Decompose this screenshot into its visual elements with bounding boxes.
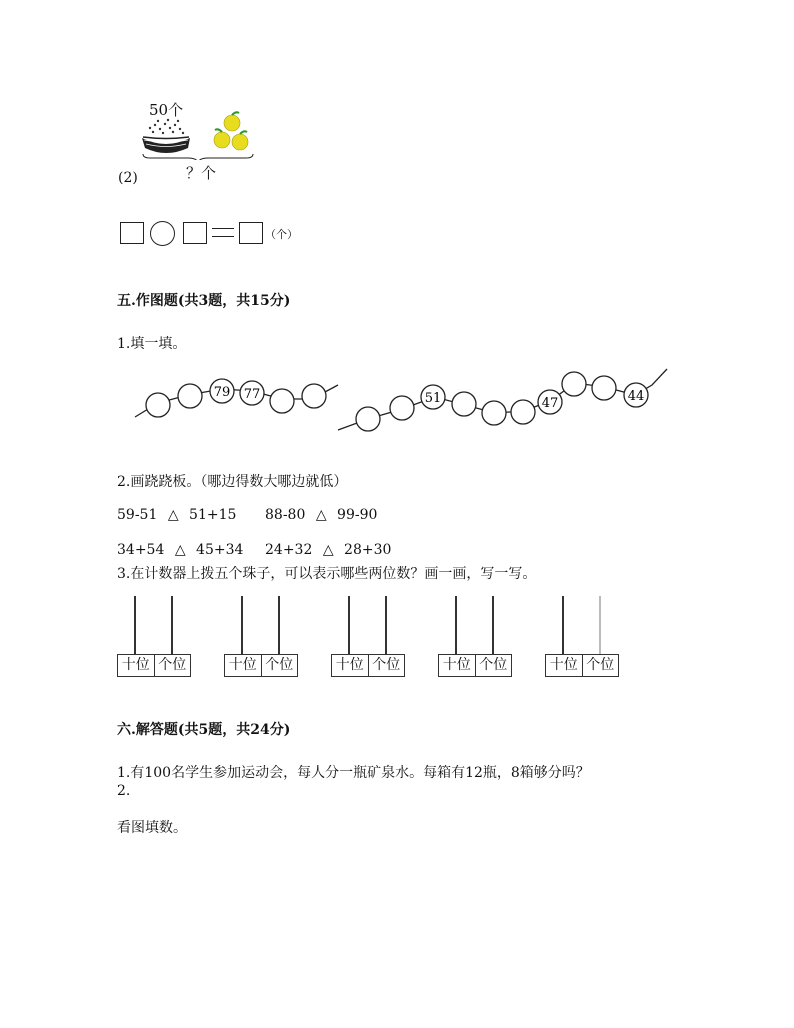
bead-circle xyxy=(178,384,202,408)
ones-rod[interactable] xyxy=(278,596,280,654)
section5-q2: 2.画跷跷板。（哪边得数大哪边就低） xyxy=(117,474,348,490)
bead-circle xyxy=(562,372,586,396)
compare-left: 88-80 xyxy=(265,507,306,523)
abacus-counter-1[interactable] xyxy=(117,596,191,680)
bead-circle xyxy=(146,393,170,417)
tens-rod[interactable] xyxy=(241,596,243,654)
section6-q2-number: 2. xyxy=(117,783,131,799)
bead-number: 79 xyxy=(213,385,231,400)
ones-rod[interactable] xyxy=(171,596,173,654)
pear-icon xyxy=(214,129,230,148)
abacus-base xyxy=(545,654,619,677)
triangle-icon[interactable]: △ xyxy=(322,542,334,558)
abacus-base xyxy=(438,654,512,677)
compare-left: 34+54 xyxy=(117,542,165,558)
total-question-label: ？个 xyxy=(186,164,217,182)
ones-rod[interactable] xyxy=(385,596,387,654)
basket-pears-illustration xyxy=(138,110,258,160)
tens-label: 十位 xyxy=(121,657,150,673)
compare-right: 51+15 xyxy=(189,507,237,523)
pear-icon xyxy=(232,131,248,150)
triangle-icon[interactable]: △ xyxy=(174,542,186,558)
bead-circle xyxy=(270,389,294,413)
operator-circle[interactable] xyxy=(150,221,175,246)
compare-right: 28+30 xyxy=(344,542,392,558)
tens-rod[interactable] xyxy=(348,596,350,654)
bead-string-figure xyxy=(130,365,675,437)
answer-box-2[interactable] xyxy=(183,222,207,244)
equals-sign xyxy=(212,228,234,237)
equation-unit: （个） xyxy=(265,228,298,241)
ones-rod[interactable] xyxy=(599,596,601,654)
compare-left: 59-51 xyxy=(117,507,158,523)
compare-right: 45+34 xyxy=(196,542,244,558)
abacus-counter-3[interactable] xyxy=(331,596,405,680)
abacus-base xyxy=(224,654,298,677)
triangle-icon[interactable]: △ xyxy=(167,507,179,523)
bead-circle xyxy=(390,396,414,420)
ones-rod[interactable] xyxy=(492,596,494,654)
ones-label: 个位 xyxy=(475,655,512,676)
bead-circle xyxy=(356,407,380,431)
tens-rod[interactable] xyxy=(134,596,136,654)
basket-icon xyxy=(142,137,190,153)
abacus-counter-5[interactable] xyxy=(545,596,619,680)
basket-count-label: 50个 xyxy=(149,101,184,119)
tens-label: 十位 xyxy=(442,657,471,673)
section5-q3: 3.在计数器上拨五个珠子，可以表示哪些两位数？画一画，写一写。 xyxy=(117,566,537,582)
abacus-base xyxy=(117,654,191,677)
item-number: (2) xyxy=(118,170,138,186)
bead-circle xyxy=(452,392,476,416)
section5-heading: 五.作图题(共3题，共15分) xyxy=(117,293,291,309)
bead-circle xyxy=(511,400,535,424)
tens-label: 十位 xyxy=(549,657,578,673)
compare-right: 99-90 xyxy=(337,507,378,523)
compare-item-4 xyxy=(265,542,391,558)
bead-circle xyxy=(302,384,326,408)
ones-label: 个位 xyxy=(582,655,619,676)
pear-icon xyxy=(224,112,240,131)
bead-number: 44 xyxy=(627,389,645,404)
ones-label: 个位 xyxy=(154,655,191,676)
answer-box-1[interactable] xyxy=(120,222,144,244)
section5-q1: 1.填一填。 xyxy=(117,336,187,352)
section6-heading: 六.解答题(共5题，共24分) xyxy=(117,722,291,738)
bead-number: 47 xyxy=(541,396,559,411)
candy-dots-icon xyxy=(149,119,184,134)
brace-icon xyxy=(143,154,253,160)
abacus-base xyxy=(331,654,405,677)
compare-item-1 xyxy=(117,507,236,523)
bead-number: 77 xyxy=(243,387,261,402)
bead-circle xyxy=(592,376,616,400)
bead-number: 51 xyxy=(424,391,442,406)
compare-left: 24+32 xyxy=(265,542,313,558)
section6-q1: 1.有100名学生参加运动会，每人分一瓶矿泉水。每箱有12瓶，8箱够分吗？ xyxy=(117,765,590,781)
tens-rod[interactable] xyxy=(455,596,457,654)
answer-box-3[interactable] xyxy=(239,222,263,244)
section6-q2-text: 看图填数。 xyxy=(117,820,187,836)
abacus-counter-4[interactable] xyxy=(438,596,512,680)
compare-item-2 xyxy=(265,507,377,523)
ones-label: 个位 xyxy=(261,655,298,676)
abacus-counter-2[interactable] xyxy=(224,596,298,680)
tens-label: 十位 xyxy=(228,657,257,673)
tens-rod[interactable] xyxy=(562,596,564,654)
compare-item-3 xyxy=(117,542,243,558)
bead-circle xyxy=(482,401,506,425)
ones-label: 个位 xyxy=(368,655,405,676)
tens-label: 十位 xyxy=(335,657,364,673)
triangle-icon[interactable]: △ xyxy=(315,507,327,523)
